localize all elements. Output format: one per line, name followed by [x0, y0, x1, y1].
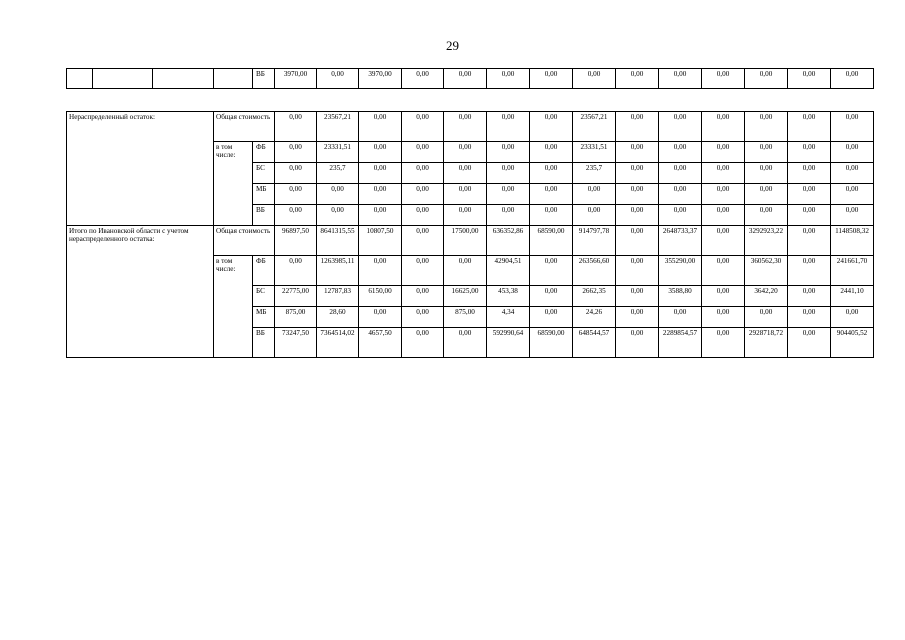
value-cell: 0,00: [487, 184, 530, 205]
funding-source: БС: [253, 286, 275, 307]
value-cell: 355290,00: [659, 256, 702, 286]
value-cell: 0,00: [444, 256, 487, 286]
value-cell: 0,00: [317, 205, 359, 226]
value-cell: 0,00: [444, 163, 487, 184]
funding-source: ФБ: [253, 142, 275, 163]
value-cell: 0,00: [616, 226, 659, 256]
value-cell: 23331,51: [317, 142, 359, 163]
value-cell: 0,00: [402, 307, 444, 328]
value-cell: 0,00: [616, 328, 659, 358]
value-cell: 96897,50: [275, 226, 317, 256]
value-cell: 0,00: [702, 328, 745, 358]
value-cell: 24,26: [573, 307, 616, 328]
funding-source: БС: [253, 163, 275, 184]
value-cell: 4,34: [487, 307, 530, 328]
value-cell: 0,00: [402, 69, 444, 89]
value-cell: 0,00: [616, 112, 659, 142]
value-cell: 0,00: [616, 307, 659, 328]
table-row: [67, 226, 874, 256]
value-cell: 68590,00: [530, 226, 573, 256]
value-cell: 0,00: [359, 205, 402, 226]
value-cell: 0,00: [702, 69, 745, 89]
value-cell: 0,00: [444, 205, 487, 226]
value-cell: 0,00: [359, 256, 402, 286]
value-cell: 0,00: [659, 184, 702, 205]
value-cell: 0,00: [788, 226, 831, 256]
value-cell: 0,00: [659, 69, 702, 89]
value-cell: 0,00: [275, 112, 317, 142]
funding-source: МБ: [253, 307, 275, 328]
value-cell: 0,00: [616, 142, 659, 163]
value-cell: 0,00: [831, 112, 874, 142]
total-cost-label: Общая стоимость: [214, 226, 275, 256]
table-row: [67, 69, 874, 89]
value-cell: 0,00: [402, 205, 444, 226]
value-cell: 8641315,55: [317, 226, 359, 256]
value-cell: 636352,86: [487, 226, 530, 256]
value-cell: 0,00: [402, 184, 444, 205]
value-cell: 0,00: [317, 184, 359, 205]
value-cell: 23567,21: [317, 112, 359, 142]
value-cell: 0,00: [659, 307, 702, 328]
value-cell: 360562,30: [745, 256, 788, 286]
value-cell: 4657,50: [359, 328, 402, 358]
value-cell: 0,00: [359, 184, 402, 205]
value-cell: 0,00: [402, 256, 444, 286]
value-cell: 0,00: [616, 163, 659, 184]
value-cell: 0,00: [573, 69, 616, 89]
value-cell: 0,00: [659, 112, 702, 142]
value-cell: 0,00: [487, 205, 530, 226]
value-cell: 0,00: [359, 307, 402, 328]
value-cell: 0,00: [487, 69, 530, 89]
value-cell: 0,00: [745, 307, 788, 328]
value-cell: 0,00: [275, 256, 317, 286]
value-cell: 0,00: [788, 184, 831, 205]
value-cell: 0,00: [702, 184, 745, 205]
value-cell: 23567,21: [573, 112, 616, 142]
value-cell: 0,00: [831, 142, 874, 163]
value-cell: 0,00: [317, 69, 359, 89]
value-cell: 0,00: [831, 307, 874, 328]
value-cell: 0,00: [745, 205, 788, 226]
including-label: в том числе:: [214, 256, 253, 358]
value-cell: 0,00: [616, 184, 659, 205]
value-cell: 235,7: [573, 163, 616, 184]
value-cell: 2289854,57: [659, 328, 702, 358]
value-cell: 0,00: [788, 163, 831, 184]
value-cell: 0,00: [402, 226, 444, 256]
value-cell: 0,00: [275, 163, 317, 184]
value-cell: 0,00: [702, 142, 745, 163]
value-cell: 0,00: [359, 142, 402, 163]
value-cell: 0,00: [702, 307, 745, 328]
value-cell: 0,00: [831, 184, 874, 205]
value-cell: 7364514,02: [317, 328, 359, 358]
value-cell: 0,00: [530, 256, 573, 286]
value-cell: 17500,00: [444, 226, 487, 256]
value-cell: 0,00: [444, 69, 487, 89]
value-cell: 0,00: [788, 328, 831, 358]
value-cell: 0,00: [616, 69, 659, 89]
empty-cell: [67, 69, 93, 89]
value-cell: 904405,52: [831, 328, 874, 358]
value-cell: 0,00: [788, 205, 831, 226]
value-cell: 0,00: [616, 205, 659, 226]
value-cell: 0,00: [745, 69, 788, 89]
value-cell: 0,00: [788, 112, 831, 142]
value-cell: 0,00: [702, 205, 745, 226]
value-cell: 914797,78: [573, 226, 616, 256]
value-cell: 0,00: [359, 163, 402, 184]
value-cell: 0,00: [530, 163, 573, 184]
value-cell: 0,00: [573, 205, 616, 226]
value-cell: 235,7: [317, 163, 359, 184]
value-cell: 0,00: [530, 184, 573, 205]
value-cell: 453,38: [487, 286, 530, 307]
value-cell: 0,00: [444, 112, 487, 142]
value-cell: 0,00: [444, 142, 487, 163]
value-cell: 0,00: [402, 142, 444, 163]
value-cell: 73247,50: [275, 328, 317, 358]
value-cell: 2648733,37: [659, 226, 702, 256]
value-cell: 592990,64: [487, 328, 530, 358]
value-cell: 3292923,22: [745, 226, 788, 256]
value-cell: 0,00: [275, 205, 317, 226]
empty-cell: [93, 69, 153, 89]
value-cell: 0,00: [616, 256, 659, 286]
empty-cell: [214, 69, 253, 89]
value-cell: 0,00: [530, 286, 573, 307]
value-cell: 1263985,11: [317, 256, 359, 286]
value-cell: 0,00: [659, 205, 702, 226]
funding-source: ФБ: [253, 256, 275, 286]
funding-source: ВБ: [253, 205, 275, 226]
value-cell: 648544,57: [573, 328, 616, 358]
value-cell: 0,00: [788, 69, 831, 89]
value-cell: 0,00: [831, 69, 874, 89]
value-cell: 0,00: [402, 112, 444, 142]
value-cell: 10807,50: [359, 226, 402, 256]
value-cell: 241661,70: [831, 256, 874, 286]
value-cell: 42904,51: [487, 256, 530, 286]
value-cell: 3970,00: [275, 69, 317, 89]
value-cell: 0,00: [530, 307, 573, 328]
including-label: в том числе:: [214, 142, 253, 226]
value-cell: 0,00: [530, 112, 573, 142]
value-cell: 0,00: [444, 184, 487, 205]
value-cell: 2662,35: [573, 286, 616, 307]
value-cell: 0,00: [702, 163, 745, 184]
value-cell: 0,00: [745, 163, 788, 184]
value-cell: 0,00: [487, 112, 530, 142]
value-cell: 0,00: [702, 112, 745, 142]
table-row: [67, 112, 874, 142]
section-title: Нераспределенный остаток:: [67, 112, 214, 226]
value-cell: 0,00: [788, 307, 831, 328]
value-cell: 28,60: [317, 307, 359, 328]
total-cost-label: Общая стоимость: [214, 112, 275, 142]
funding-source: ВБ: [253, 328, 275, 358]
value-cell: 0,00: [745, 142, 788, 163]
value-cell: 3970,00: [359, 69, 402, 89]
page-number: 29: [446, 38, 459, 53]
value-cell: 0,00: [530, 205, 573, 226]
value-cell: 0,00: [530, 142, 573, 163]
value-cell: 0,00: [359, 112, 402, 142]
value-cell: 16625,00: [444, 286, 487, 307]
funding-source: МБ: [253, 184, 275, 205]
value-cell: 23331,51: [573, 142, 616, 163]
value-cell: 0,00: [788, 142, 831, 163]
value-cell: 0,00: [275, 142, 317, 163]
value-cell: 22775,00: [275, 286, 317, 307]
value-cell: 0,00: [616, 286, 659, 307]
value-cell: 1148508,32: [831, 226, 874, 256]
value-cell: 0,00: [788, 256, 831, 286]
value-cell: 0,00: [487, 142, 530, 163]
value-cell: 0,00: [275, 184, 317, 205]
value-cell: 875,00: [275, 307, 317, 328]
value-cell: 0,00: [444, 328, 487, 358]
value-cell: 0,00: [702, 286, 745, 307]
funding-source: ВБ: [253, 69, 275, 89]
value-cell: 2928718,72: [745, 328, 788, 358]
value-cell: 2441,10: [831, 286, 874, 307]
value-cell: 0,00: [402, 328, 444, 358]
value-cell: 3642,20: [745, 286, 788, 307]
value-cell: 12787,83: [317, 286, 359, 307]
value-cell: 0,00: [573, 184, 616, 205]
value-cell: 0,00: [402, 286, 444, 307]
value-cell: 0,00: [702, 226, 745, 256]
value-cell: 0,00: [745, 112, 788, 142]
value-cell: 0,00: [745, 184, 788, 205]
value-cell: 0,00: [659, 142, 702, 163]
value-cell: 0,00: [831, 205, 874, 226]
section-title: Итого по Ивановской области с учетом нераспределенного остатка:: [67, 226, 214, 358]
continuation-table: [66, 68, 874, 89]
value-cell: 0,00: [487, 163, 530, 184]
value-cell: 0,00: [530, 69, 573, 89]
value-cell: 875,00: [444, 307, 487, 328]
value-cell: 6150,00: [359, 286, 402, 307]
value-cell: 68590,00: [530, 328, 573, 358]
value-cell: 0,00: [402, 163, 444, 184]
value-cell: 0,00: [659, 163, 702, 184]
value-cell: 263566,60: [573, 256, 616, 286]
empty-cell: [153, 69, 214, 89]
value-cell: 3588,80: [659, 286, 702, 307]
summary-table: [66, 111, 874, 358]
value-cell: 0,00: [788, 286, 831, 307]
value-cell: 0,00: [702, 256, 745, 286]
value-cell: 0,00: [831, 163, 874, 184]
